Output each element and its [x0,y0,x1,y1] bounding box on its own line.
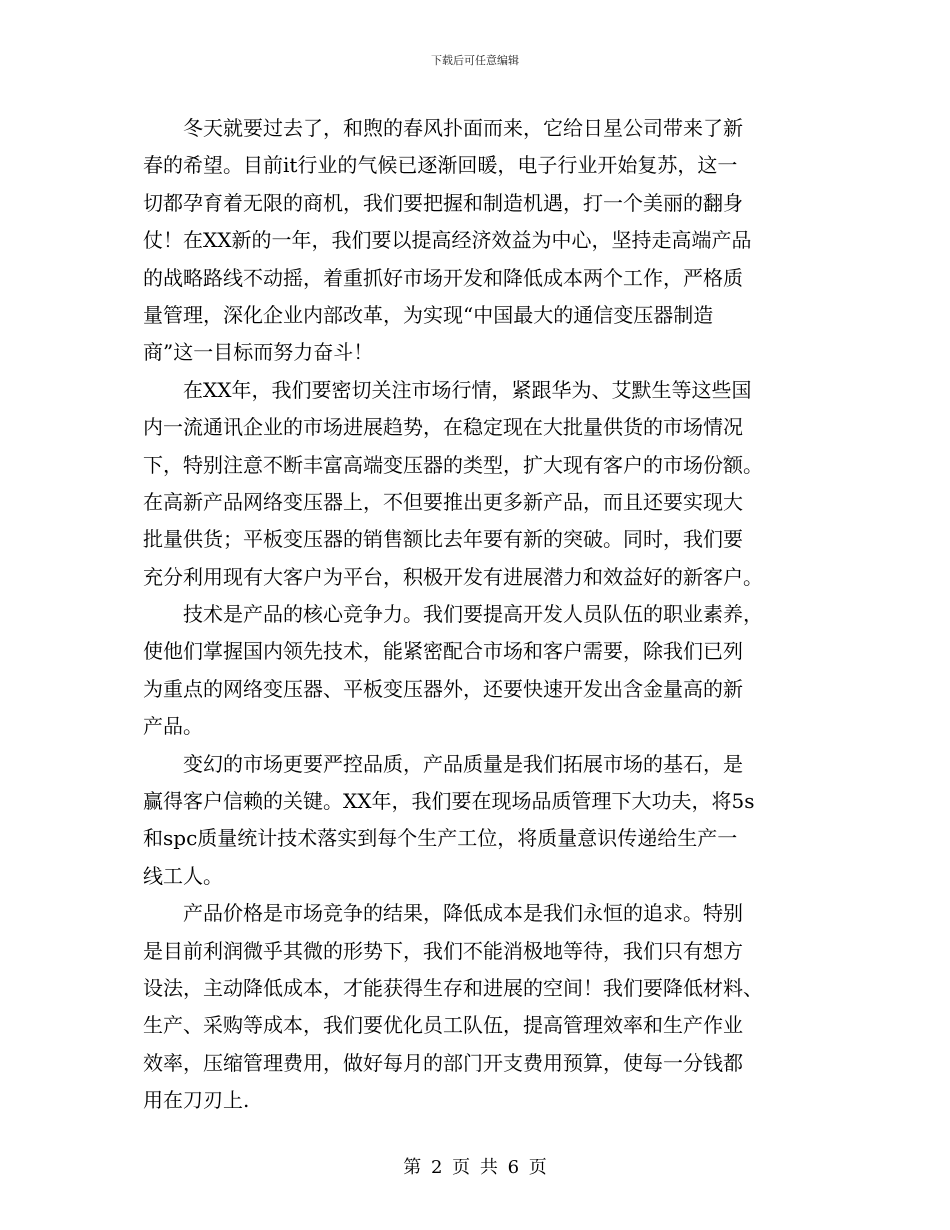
text-line: 生产、采购等成本，我们要优化员工队伍，提高管理效率和生产作业 [143,1013,743,1038]
text-line: 使他们掌握国内领先技术，能紧密配合市场和客户需要，除我们已列 [143,639,743,664]
page-number-footer: 第 2 页 共 6 页 [403,1157,547,1178]
text-line: 在XX年，我们要密切关注市场行情，紧跟华为、艾默生等这些国 [143,377,752,402]
text-line: 是目前利润微乎其微的形势下，我们不能消极地等待，我们只有想方 [143,938,743,963]
text-line: 用在刀刃上. [143,1088,250,1113]
page-header: 下载后可任意编辑 [431,54,519,67]
text-line: 仗！在XX新的一年，我们要以提高经济效益为中心，坚持走高端产品 [143,228,752,253]
text-line: 产品价格是市场竞争的结果，降低成本是我们永恒的追求。特别 [143,901,743,926]
text-line: 量管理，深化企业内部改革，为实现“中国最大的通信变压器制造 [143,302,714,327]
text-line: 设法，主动降低成本，才能获得生存和进展的空间！我们要降低材料、 [143,975,763,1000]
text-line: 批量供货；平板变压器的销售额比去年要有新的突破。同时，我们要 [143,527,743,552]
document-body [143,110,811,1120]
text-line: 为重点的网络变压器、平板变压器外，还要快速开发出含金量高的新 [143,676,743,701]
text-line: 切都孕育着无限的商机，我们要把握和制造机遇，打一个美丽的翻身 [143,190,743,215]
text-line: 变幻的市场更要严控品质，产品质量是我们拓展市场的基石，是 [143,751,743,776]
text-line: 下，特别注意不断丰富高端变压器的类型，扩大现有客户的市场份额。 [143,452,763,477]
text-line: 商”这一目标而努力奋斗！ [143,340,374,365]
text-line: 内一流通讯企业的市场进展趋势，在稳定现在大批量供货的市场情况 [143,415,743,440]
text-line: 春的希望。目前it行业的气候已逐渐回暖，电子行业开始复苏，这一 [143,153,738,178]
text-line: 线工人。 [143,863,223,888]
text-line: 技术是产品的核心竞争力。我们要提高开发人员队伍的职业素养， [143,602,763,627]
text-line: 和spc质量统计技术落实到每个生产工位，将质量意识传递给生产一 [143,826,738,851]
text-line: 赢得客户信赖的关键。XX年，我们要在现场品质管理下大功夫，将5s [143,789,755,814]
text-line: 的战略路线不动摇，着重抓好市场开发和降低成本两个工作，严格质 [143,265,743,290]
text-line: 在高新产品网络变压器上，不但要推出更多新产品，而且还要实现大 [143,489,743,514]
text-line: 效率，压缩管理费用，做好每月的部门开支费用预算，使每一分钱都 [143,1050,743,1075]
text-line: 产品。 [143,714,203,739]
text-line: 冬天就要过去了，和煦的春风扑面而来，它给日星公司带来了新 [143,116,743,140]
text-line: 充分利用现有大客户为平台，积极开发有进展潜力和效益好的新客户。 [143,564,763,589]
